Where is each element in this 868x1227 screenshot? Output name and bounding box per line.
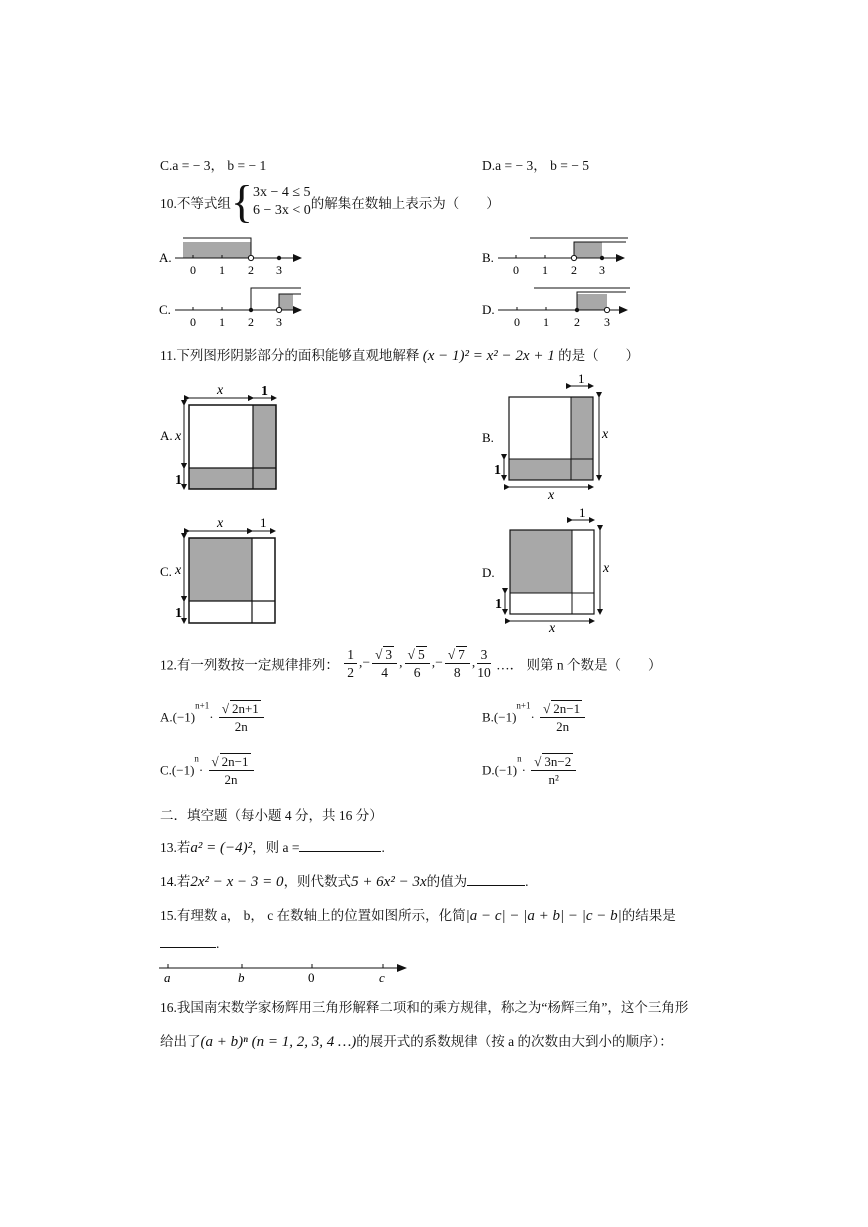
tick-label: 2 [571, 263, 577, 277]
solution-shade [279, 294, 293, 310]
q15-number-line [155, 957, 415, 987]
closed-point [249, 308, 253, 312]
q11-option-c [155, 510, 290, 630]
dim-label-x: x [217, 516, 224, 531]
q15-end: . [216, 936, 220, 951]
tick-label: 0 [514, 315, 520, 329]
dim-label-1-vertical: 1 [494, 463, 501, 478]
closed-point [575, 308, 579, 312]
option-fraction: $\frac{√ 2n-1}{2n}$ [209, 753, 254, 788]
tick-point [277, 256, 281, 260]
q11-option-b-label: B. [482, 430, 494, 445]
q10-ineq1: 3x − 4 ≤ 5 [252, 185, 311, 200]
q11-option-a [155, 378, 290, 498]
q10-system [253, 184, 311, 220]
label-a: a [164, 970, 171, 985]
sign-exponent: n [517, 753, 522, 764]
sign-exponent: n+1 [195, 700, 210, 711]
q11-stem-suffix: 的是（ ） [558, 348, 640, 363]
numerator: 2n−1 [221, 754, 249, 769]
option-label: B. [482, 709, 494, 725]
tick-label: 1 [543, 315, 549, 329]
dim-label-1: 1 [260, 515, 267, 530]
axis-arrow [293, 306, 302, 314]
q14-mid: ，则代数式 [283, 874, 352, 889]
q14 [160, 870, 529, 891]
dim-label-x: x [548, 488, 555, 502]
dim-label-1: 1 [578, 372, 585, 386]
q12-stem-suffix: …． 则第 n 个数是（ ） [496, 657, 662, 673]
answer-blank[interactable] [467, 885, 525, 886]
shaded-square [510, 530, 572, 593]
open-point [276, 307, 281, 312]
solution-shade [574, 242, 602, 258]
denominator: 2n [234, 719, 248, 734]
dim-label-x-vertical: x [602, 427, 609, 442]
closed-point [600, 256, 604, 260]
axis-arrow [616, 254, 625, 262]
seq-term-2: $\frac{√ 3}{4}$ [372, 646, 397, 681]
tick-label: 2 [574, 315, 580, 329]
q9-option-d: D.a = − 3， b = − 5 [482, 158, 589, 173]
q16-line-1: 16.我国南宋数学家杨辉用三角形解释二项和的乘方规律，称之为“杨辉三角”，这个三角形 [160, 1000, 689, 1015]
q11-option-b [478, 372, 618, 502]
dim-label-x: x [217, 383, 224, 398]
q10-brace: { [230, 176, 253, 227]
q14-equation: 2x² − x − 3 = 0 [190, 874, 284, 890]
tick-label: 3 [599, 263, 605, 277]
q16-prefix: 给出了 [160, 1034, 201, 1049]
option-fraction: $\frac{√ 2n+1}{2n}$ [219, 700, 264, 735]
q10-stem-prefix: 10.不等式组 [160, 196, 231, 211]
option-fraction: $\frac{√ 3n-2}{\text{n²}}$ [531, 753, 576, 788]
option-label: C. [160, 762, 172, 778]
q11-option-d-label: D. [482, 565, 495, 580]
dim-label-x-vertical: x [603, 561, 610, 576]
q10-ineq2: 6 − 3x < 0 [252, 203, 311, 218]
shaded-bottom-strip [509, 459, 571, 480]
numerator: 2n−1 [553, 701, 581, 716]
option-fraction: $\frac{√ 2n-1}{2n}$ [540, 700, 585, 735]
shaded-right-strip [253, 405, 276, 489]
tick-label: 0 [190, 315, 196, 329]
tick-label: 1 [219, 263, 225, 277]
tick-label: 3 [276, 315, 282, 329]
seq-term-5: $\frac{3}{10}$ [477, 647, 491, 680]
open-point [248, 255, 253, 260]
q10-option-a [155, 228, 315, 278]
q11-option-a-label: A. [160, 428, 173, 443]
q10-option-b [478, 228, 638, 278]
q10-option-d-label: D. [482, 302, 495, 317]
answer-blank[interactable] [160, 947, 216, 948]
sign-base: (−1) [494, 762, 518, 778]
seq-term-4: $\frac{√ 7}{8}$ [445, 646, 470, 681]
q15-suffix: 的结果是 [621, 908, 676, 923]
q15-text: 15.有理数 a， b， c 在数轴上的位置如图所示，化简 [160, 908, 466, 923]
seq-term-1: $\frac{1}{2}$ [344, 646, 357, 681]
label-0: 0 [308, 970, 315, 985]
tick-label: 3 [604, 315, 610, 329]
q10-stem-suffix: 的解集在数轴上表示为（ ） [310, 196, 500, 211]
shaded-bottom-strip [189, 468, 253, 489]
option-label: D. [482, 762, 495, 778]
q12-option-d: $D.(-1)^n\cdot$ $\frac{√ 3n-2}{\text{n²}}$ [482, 753, 578, 788]
dim-label-1: 1 [579, 506, 586, 520]
tick-label: 2 [248, 263, 254, 277]
q11-stem [160, 344, 639, 365]
shaded-right-strip [571, 397, 593, 480]
tick-label: 1 [542, 263, 548, 277]
q12-stem-prefix: 12.有一列数按一定规律排列： [160, 657, 339, 673]
q15-answer-line [160, 936, 219, 952]
dim-label-1: 1 [261, 384, 268, 399]
tick-label: 0 [513, 263, 519, 277]
q16-expression: (a + b)ⁿ (n = 1, 2, 3, 4 …) [200, 1034, 357, 1050]
axis-arrow [293, 254, 302, 262]
q14-suffix: 的值为 [426, 874, 468, 889]
q11-formula: (x − 1)² = x² − 2x + 1 [422, 348, 555, 364]
q14-prefix: 14.若 [160, 874, 191, 889]
q11-option-c-label: C. [160, 564, 172, 579]
denominator: n² [548, 772, 559, 787]
q12-option-a: $A.(-1)^{n+1}\cdot$ $\frac{√ 2n+1}{2n}$ [160, 700, 266, 735]
tick-label: 1 [219, 315, 225, 329]
q13-expression: a² = (−4)² [190, 840, 253, 856]
sign-base: (−1) [172, 709, 196, 725]
numerator: 3n−2 [544, 754, 572, 769]
dim-label-x-vertical: x [175, 563, 182, 578]
dim-label-x-vertical: x [175, 429, 182, 444]
label-b: b [238, 970, 245, 985]
q10-option-c-label: C. [159, 302, 171, 317]
dim-label-1-vertical: 1 [175, 606, 182, 621]
q15 [160, 904, 676, 925]
shaded-square [189, 538, 252, 601]
numerator: 2n+1 [231, 701, 259, 716]
label-c: c [379, 970, 385, 985]
q10-option-a-label: A. [159, 250, 172, 265]
axis-arrow [397, 964, 407, 972]
q11-stem-prefix: 11.下列图形阴影部分的面积能够直观地解释 [160, 348, 420, 363]
dim-label-1-vertical: 1 [495, 597, 502, 612]
open-point [604, 307, 609, 312]
tick-label: 0 [190, 263, 196, 277]
q12-option-b: $B.(-1)^{n+1}\cdot$ $\frac{√ 2n-1}{2n}$ [482, 700, 587, 735]
q11-option-d [478, 506, 618, 636]
tick-label: 2 [248, 315, 254, 329]
q13 [160, 836, 385, 857]
q10-stem [160, 176, 500, 227]
q13-prefix: 13.若 [160, 840, 191, 855]
tick-label: 3 [276, 263, 282, 277]
dim-label-1-vertical: 1 [175, 473, 182, 488]
dim-label-x: x [549, 621, 556, 636]
axis-arrow [619, 306, 628, 314]
q16-suffix: 的展开式的系数规律（按 a 的次数由大到小的顺序）： [356, 1034, 673, 1049]
q13-suffix: . [381, 840, 385, 855]
sign-base: (−1) [171, 762, 195, 778]
q9-option-c: C.a = − 3， b = − 1 [160, 158, 267, 173]
sign-base: (−1) [493, 709, 517, 725]
section-2-heading: 二．填空题（每小题 4 分，共 16 分） [160, 808, 383, 823]
q12-stem: 12.有一列数按一定规律排列： $\frac{1}{2}$ ,− $\frac{√ 3}{4}$ , $\frac{√ 5}{6}$ ,− $\frac{√ 7}{8}$ , $\frac{3}{10}$ …． 则第 n 个数是（ ） [160, 647, 662, 680]
q14-expression: 5 + 6x² − 3x [351, 874, 427, 890]
seq-term-3: $\frac{√ 5}{6}$ [405, 646, 430, 681]
sign-exponent: n+1 [516, 700, 531, 711]
q16-line-2 [160, 1030, 673, 1051]
solution-shade [577, 294, 607, 310]
sign-exponent: n [194, 753, 199, 764]
q15-expression: |a − c| − |a + b| − |c − b| [465, 908, 622, 924]
q14-end: . [525, 874, 529, 889]
open-point [571, 255, 576, 260]
q12-option-c: $C.(-1)^n\cdot$ $\frac{√ 2n-1}{2n}$ [160, 753, 256, 788]
q10-option-b-label: B. [482, 250, 494, 265]
q13-mid: ，则 a = [252, 840, 300, 855]
denominator: 2n [224, 772, 238, 787]
option-label: A. [160, 709, 173, 725]
q10-option-d [478, 280, 638, 330]
denominator: 2n [556, 719, 570, 734]
answer-blank[interactable] [299, 851, 381, 852]
q10-option-c [155, 280, 315, 330]
